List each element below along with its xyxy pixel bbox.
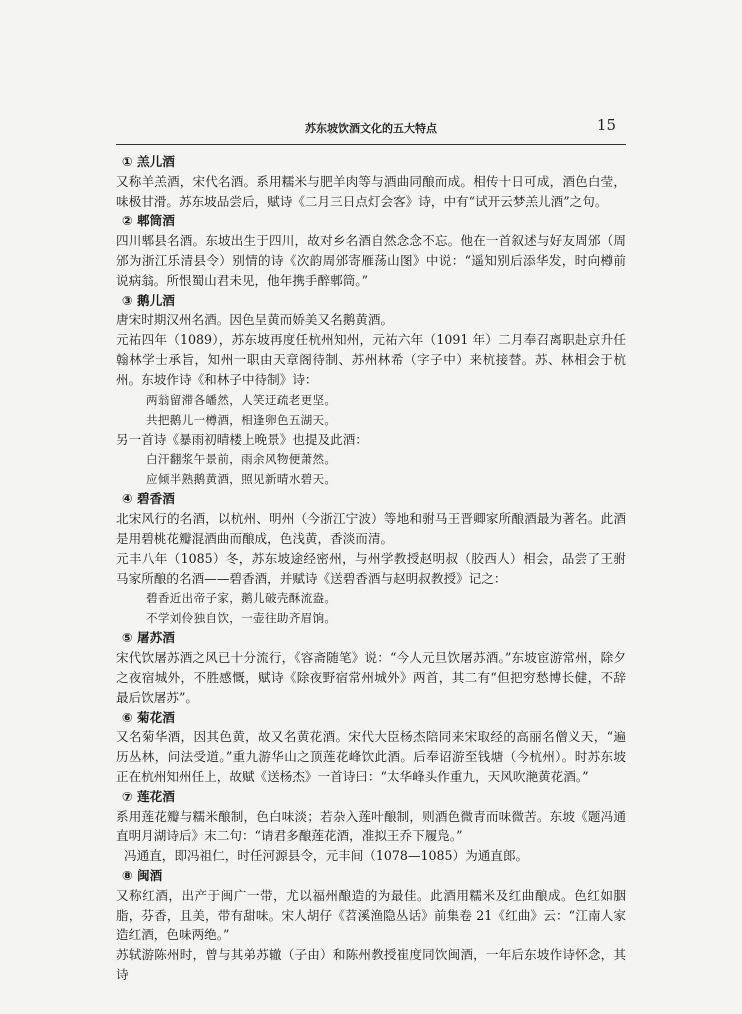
body-paragraph: 元祐四年（1089），苏东坡再度任杭州知州，元祐六年（1091 年）二月奉召离职赴京升任翰林学士承旨，知州一职由天章阁待制、苏州林希（字子中）来杭接替。苏、林相会于杭州。东坡作诗《和林子中待制》诗： bbox=[116, 332, 626, 387]
body-paragraph: 冯通直，即冯祖仁，时任河源县令，元丰间（1078—1085）为通直郎。 bbox=[124, 848, 529, 864]
section-heading: ⑦ 莲花酒 bbox=[122, 788, 175, 804]
section-heading: ⑤ 屠苏酒 bbox=[122, 630, 175, 646]
body-paragraph: 又称红酒，出产于闽广一带，尤以福州酿造的为最佳。此酒用糯米及红曲酿成。色红如胭脂，芬香，且美，带有甜味。宋人胡仔《苕溪渔隐丛话》前集卷 21《红曲》云：“江南人家造红酒，色味两绝。” bbox=[116, 887, 626, 943]
poem-line: 两翁留滞各皤然，人笑迂疏老更坚。 bbox=[146, 392, 337, 407]
section-heading: ⑧ 闽酒 bbox=[122, 867, 163, 883]
poem-line: 应倾半熟鹅黄酒，照见新晴水碧天。 bbox=[146, 472, 337, 487]
body-paragraph: 系用莲花瓣与糯米酿制，色白味淡；若杂入莲叶酿制，则酒色微青而味微苦。东坡《题冯通直明月湖诗后》末二句：“请君多酿莲花酒，准拟王乔下履凫。” bbox=[116, 808, 626, 844]
poem-line: 不学刘伶独自饮，一壶往助齐眉饷。 bbox=[146, 611, 337, 626]
body-paragraph: 北宋风行的名酒，以杭州、明州（今浙江宁波）等地和驸马王晋卿家所酿酒最为著名。此酒是用碧桃花瓣混酒曲而酿成，色浅黄，香淡而清。 bbox=[116, 511, 626, 546]
page-body bbox=[116, 152, 626, 985]
body-paragraph: 元丰八年（1085）冬，苏东坡途经密州，与州学教授赵明叔（胶西人）相会，品尝了王驸马家所酿的名酒——碧香酒，并赋诗《送碧香酒与赵明叔教授》记之： bbox=[116, 550, 626, 586]
poem-line: 碧香近出帝子家，鹅儿破壳酥流盎。 bbox=[146, 591, 337, 606]
body-paragraph: 另一首诗《暴雨初晴楼上晚景》也提及此酒： bbox=[116, 431, 368, 447]
page-number: 15 bbox=[596, 116, 616, 134]
body-paragraph: 宋代饮屠苏酒之风已十分流行，《容斋随笔》说：“今人元旦饮屠苏酒。”东坡宦游常州，除夕之夜宿城外，不胜感慨，赋诗《除夜野宿常州城外》两首，其二有“但把穷愁博长健，不辞最后饮屠苏”。 bbox=[116, 650, 626, 705]
section-heading: ③ 鹅儿酒 bbox=[122, 292, 175, 308]
body-paragraph: 苏轼游陈州时，曾与其弟苏辙（子由）和陈州教授崔度同饮闽酒，一年后东坡作诗怀念，其诗 bbox=[116, 947, 626, 982]
running-header-title: 苏东坡饮酒文化的五大特点 bbox=[305, 122, 437, 135]
section-heading: ④ 碧香酒 bbox=[122, 491, 175, 507]
section-heading: ② 郫筒酒 bbox=[122, 213, 175, 229]
poem-line: 共把鹅儿一樽酒，相逢卵色五湖天。 bbox=[146, 412, 337, 427]
body-paragraph: 又名菊华酒，因其色黄，故又名黄花酒。宋代大臣杨杰陪同来宋取经的高丽名僧义天，“遍历丛林，问法受道。”重九游华山之顶莲花峰饮此酒。后奉诏游至钱塘（今杭州）。时苏东坡正在杭州知州任上，故赋《送杨杰》一首诗曰：“太华峰头作重九，天风吹滟黄花酒。” bbox=[116, 729, 626, 784]
body-paragraph: 四川郫县名酒。东坡出生于四川，故对乡名酒自然念念不忘。他在一首叙述与好友周邠（周邠为浙江乐清县令）别情的诗《次韵周邠寄雁荡山图》中说：“遥知别后添华发，时向樽前说病翁。所恨蜀山君未见，他年携手醉郫筒。” bbox=[116, 233, 626, 288]
header-rule bbox=[116, 144, 626, 145]
poem-line: 白汗翻浆午景前，雨余风物便萧然。 bbox=[146, 452, 337, 467]
section-heading: ① 羔儿酒 bbox=[122, 154, 175, 169]
body-paragraph: 唐宋时期汉州名酒。因色呈黄而娇美又名鹅黄酒。 bbox=[116, 312, 394, 328]
section-heading: ⑥ 菊花酒 bbox=[122, 709, 175, 725]
body-paragraph: 又称羊羔酒，宋代名酒。系用糯米与肥羊肉等与酒曲同酿而成。相传十日可成，酒色白莹，味极甘滑。苏东坡品尝后，赋诗《二月三日点灯会客》诗，中有“试开云梦羔儿酒”之句。 bbox=[116, 173, 626, 209]
